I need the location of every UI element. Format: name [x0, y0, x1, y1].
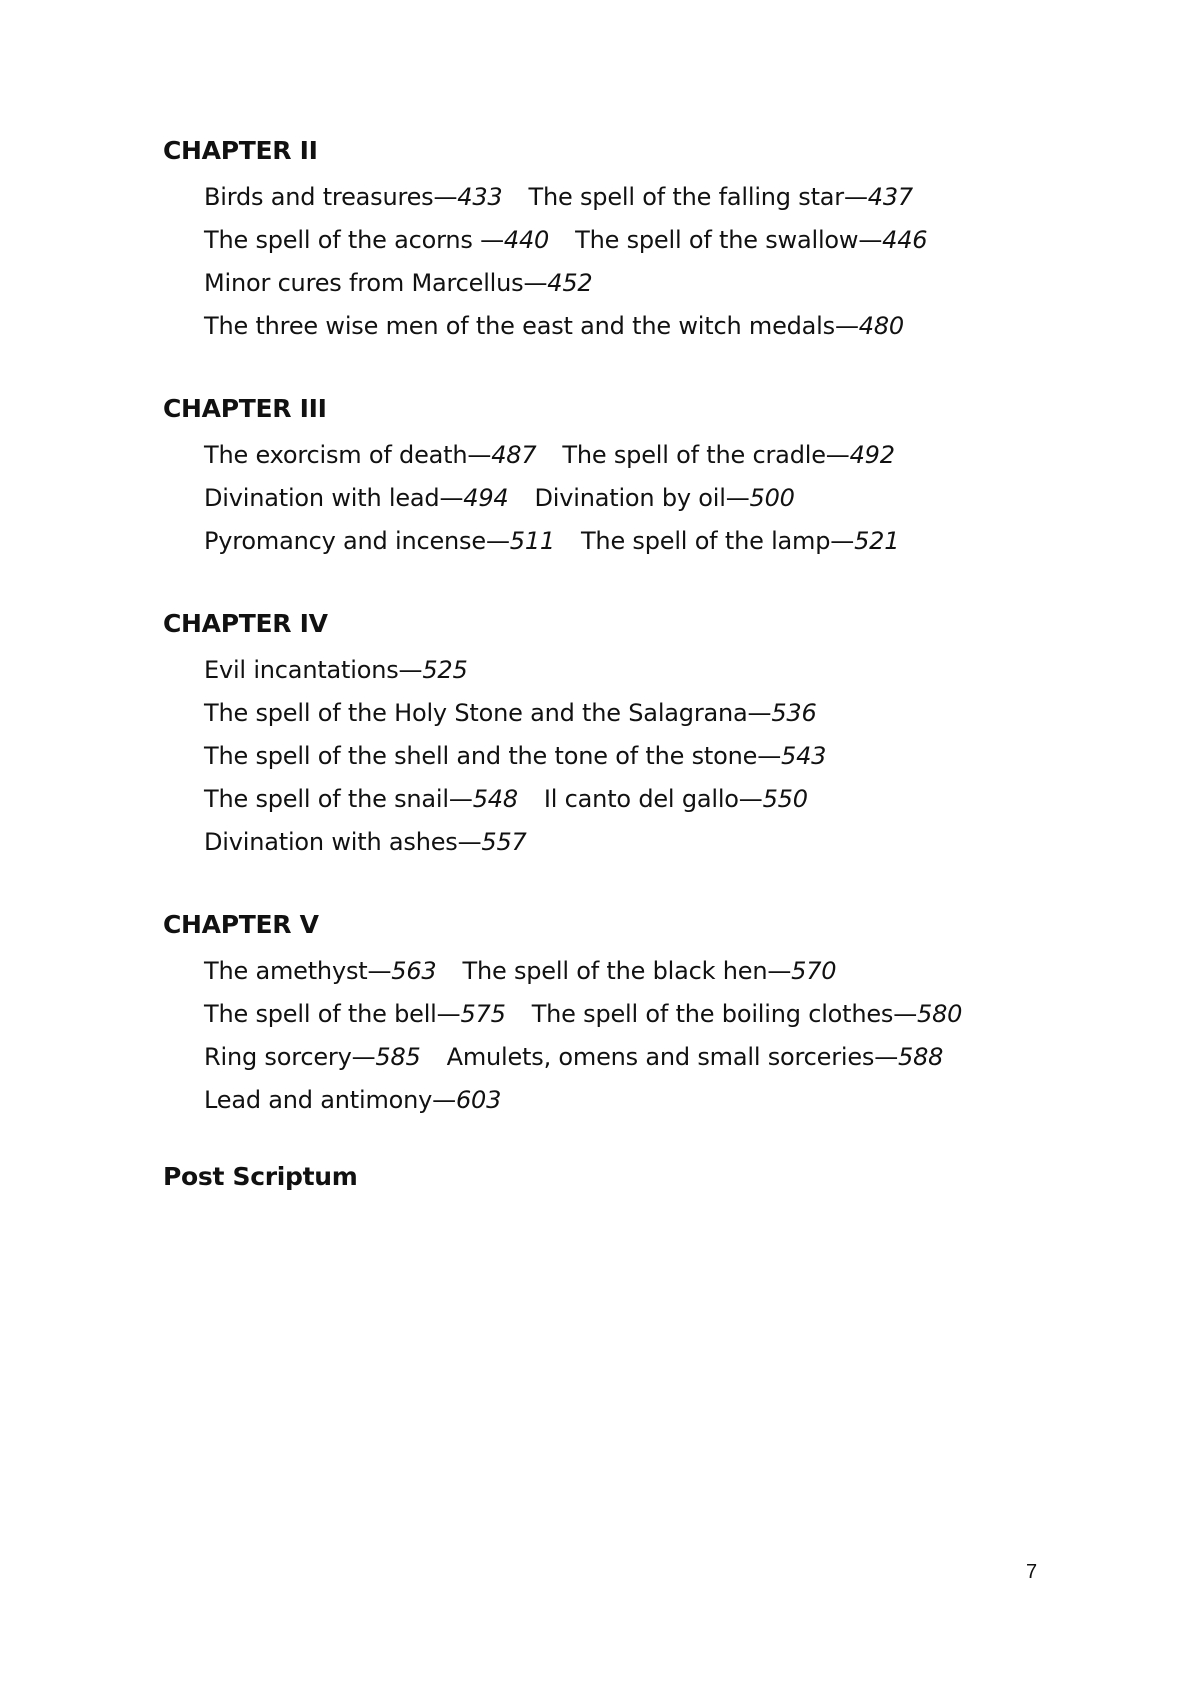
- em-dash: —: [432, 1086, 456, 1114]
- toc-entry: [562, 441, 894, 469]
- toc-line: [204, 520, 1123, 563]
- toc-entry-title: The three wise men of the east and the witch medals: [204, 312, 835, 340]
- toc-entry-title: Amulets, omens and small sorceries: [446, 1043, 875, 1071]
- toc-entry-page-number: 437: [867, 183, 913, 211]
- toc-entry: [204, 312, 904, 340]
- toc-entry-title: Birds and treasures: [204, 183, 434, 211]
- toc-entry-page-number: 543: [781, 742, 827, 770]
- toc-line: [204, 649, 1123, 692]
- chapter-title: CHAPTER III: [163, 394, 327, 423]
- toc-entry-title: The spell of the Holy Stone and the Salagrana: [204, 699, 748, 727]
- toc-entry: [204, 785, 518, 813]
- toc-entry: [204, 527, 555, 555]
- toc-line: [204, 993, 1123, 1036]
- em-dash: —: [436, 1000, 461, 1028]
- chapter-section: [163, 607, 1123, 864]
- toc-entry-title: The spell of the lamp: [580, 527, 831, 555]
- toc-entry: [532, 1000, 963, 1028]
- chapter-entries: [204, 649, 1123, 864]
- em-dash: —: [725, 484, 750, 512]
- em-dash: —: [523, 269, 548, 297]
- em-dash: —: [448, 785, 473, 813]
- em-dash: —: [367, 957, 392, 985]
- chapter-entries: [204, 950, 1123, 1122]
- em-dash: —: [747, 699, 772, 727]
- em-dash: —: [843, 183, 868, 211]
- toc-line: [204, 692, 1123, 735]
- em-dash: —: [874, 1043, 899, 1071]
- toc-entry-page-number: 521: [854, 527, 900, 555]
- toc-entry-title: Divination by oil: [534, 484, 726, 512]
- chapter-title: CHAPTER II: [163, 136, 318, 165]
- em-dash: —: [439, 484, 464, 512]
- chapter-title: CHAPTER V: [163, 910, 319, 939]
- toc-entry-title: The spell of the acorns: [204, 226, 481, 254]
- toc-entry-title: Divination with ashes: [204, 828, 458, 856]
- toc-entry: [204, 1000, 506, 1028]
- chapter-title: CHAPTER IV: [163, 609, 328, 638]
- toc-entry: [204, 441, 536, 469]
- toc-line: [204, 219, 1123, 262]
- em-dash: —: [830, 527, 855, 555]
- toc-entry-page-number: 446: [882, 226, 928, 254]
- toc-entry-title: The spell of the black hen: [462, 957, 768, 985]
- toc-line: [204, 176, 1123, 219]
- toc-entry-title: The amethyst: [204, 957, 368, 985]
- page-number: 7: [1026, 1561, 1038, 1583]
- toc-entry-page-number: 585: [375, 1043, 421, 1071]
- table-of-contents: [163, 134, 1123, 1194]
- em-dash: —: [485, 527, 510, 555]
- toc-entry: [204, 1086, 501, 1114]
- toc-entry: [447, 1043, 944, 1071]
- toc-entry: [204, 656, 468, 684]
- toc-entry-page-number: 452: [547, 269, 593, 297]
- em-dash: —: [480, 226, 504, 254]
- toc-entry-page-number: 575: [460, 1000, 506, 1028]
- em-dash: —: [757, 742, 782, 770]
- em-dash: —: [433, 183, 458, 211]
- em-dash: —: [825, 441, 850, 469]
- toc-entry-title: Pyromancy and incense: [204, 527, 486, 555]
- toc-entry-page-number: 433: [457, 183, 503, 211]
- toc-entry-title: Il canto del gallo: [543, 785, 739, 813]
- toc-entry-page-number: 570: [791, 957, 837, 985]
- em-dash: —: [893, 1000, 918, 1028]
- toc-entry-title: The spell of the falling star: [528, 183, 844, 211]
- toc-entry: [204, 183, 503, 211]
- toc-entry-page-number: 580: [917, 1000, 963, 1028]
- toc-entry-page-number: 492: [849, 441, 895, 469]
- toc-line: [204, 305, 1123, 348]
- toc-entry-page-number: 548: [472, 785, 518, 813]
- toc-line: [204, 1036, 1123, 1079]
- toc-entry-title: Ring sorcery: [204, 1043, 352, 1071]
- em-dash: —: [858, 226, 883, 254]
- toc-line: [204, 477, 1123, 520]
- toc-entry-title: The spell of the shell and the tone of the stone: [204, 742, 758, 770]
- em-dash: —: [738, 785, 763, 813]
- toc-entry: [575, 226, 927, 254]
- toc-entry-title: Lead and antimony: [204, 1086, 433, 1114]
- chapter-section: [163, 134, 1123, 348]
- toc-entry-page-number: 557: [481, 828, 527, 856]
- toc-entry-page-number: 550: [762, 785, 808, 813]
- toc-entry: [204, 957, 437, 985]
- em-dash: —: [767, 957, 792, 985]
- toc-entry: [535, 484, 795, 512]
- toc-entry-page-number: 536: [771, 699, 817, 727]
- toc-line: [204, 1079, 1123, 1122]
- toc-entry: [204, 1043, 421, 1071]
- toc-line: [204, 821, 1123, 864]
- toc-entry-title: The spell of the snail: [204, 785, 449, 813]
- toc-entry-title: The spell of the boiling clothes: [531, 1000, 894, 1028]
- toc-entry: [204, 699, 817, 727]
- toc-entry: [204, 484, 509, 512]
- toc-entry-title: Minor cures from Marcellus: [204, 269, 524, 297]
- toc-entry: [204, 828, 527, 856]
- post-scriptum-heading: Post Scriptum: [163, 1162, 358, 1191]
- chapter-section: [163, 392, 1123, 563]
- toc-entry-title: Evil incantations: [204, 656, 399, 684]
- toc-entry-page-number: 563: [391, 957, 437, 985]
- toc-entry: [463, 957, 837, 985]
- toc-entry: [204, 226, 549, 254]
- toc-line: [204, 778, 1123, 821]
- em-dash: —: [834, 312, 859, 340]
- toc-entry-page-number: 500: [749, 484, 795, 512]
- em-dash: —: [398, 656, 423, 684]
- toc-entry: [204, 269, 593, 297]
- toc-line: [204, 434, 1123, 477]
- toc-entry: [529, 183, 913, 211]
- em-dash: —: [457, 828, 482, 856]
- toc-entry-title: The spell of the swallow: [575, 226, 859, 254]
- toc-line: [204, 735, 1123, 778]
- toc-entry-page-number: 480: [858, 312, 904, 340]
- toc-entry-title: Divination with lead: [204, 484, 440, 512]
- toc-line: [204, 262, 1123, 305]
- toc-entry: [204, 742, 826, 770]
- toc-entry-page-number: 588: [898, 1043, 944, 1071]
- toc-line: [204, 950, 1123, 993]
- toc-entry-title: The spell of the bell: [204, 1000, 437, 1028]
- toc-entry: [581, 527, 899, 555]
- toc-entry-page-number: 603: [455, 1086, 502, 1114]
- toc-entry-page-number: 494: [463, 484, 509, 512]
- em-dash: —: [467, 441, 492, 469]
- toc-entry-page-number: 525: [422, 656, 468, 684]
- toc-entry-page-number: 440: [503, 226, 550, 254]
- chapter-entries: [204, 176, 1123, 348]
- toc-entry-title: The spell of the cradle: [562, 441, 826, 469]
- chapter-entries: [204, 434, 1123, 563]
- chapter-section: [163, 908, 1123, 1122]
- toc-entry-page-number: 511: [509, 527, 555, 555]
- em-dash: —: [351, 1043, 376, 1071]
- toc-entry-page-number: 487: [491, 441, 537, 469]
- toc-entry-title: The exorcism of death: [204, 441, 468, 469]
- toc-entry: [544, 785, 808, 813]
